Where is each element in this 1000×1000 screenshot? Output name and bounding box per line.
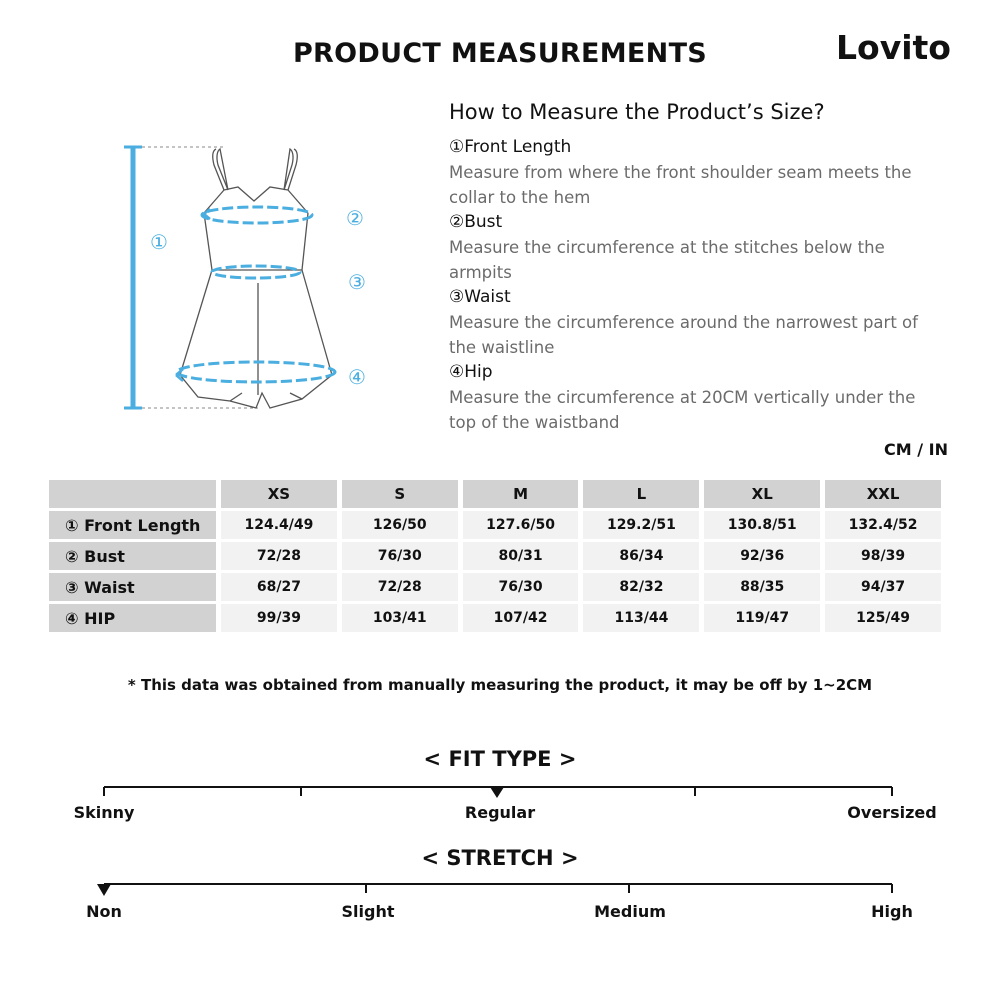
- hip-ellipse: [176, 362, 335, 382]
- guide-desc-hip: Measure the circumference at 20CM vertically under the top of the waistband: [449, 388, 916, 432]
- table-cell: 72/28: [221, 542, 337, 570]
- marker-bust: ②: [346, 206, 364, 230]
- table-cell: 76/30: [463, 573, 579, 601]
- table-cell: 68/27: [221, 573, 337, 601]
- table-row: [49, 511, 941, 539]
- guide-desc-waist: Measure the circumference around the narrowest part of the waistline: [449, 313, 918, 357]
- table-cell: 119/47: [704, 604, 820, 632]
- table-cell: 127.6/50: [463, 511, 579, 539]
- row-label: ④ HIP: [49, 604, 216, 632]
- size-header: S: [342, 480, 458, 508]
- table-cell: 113/44: [583, 604, 699, 632]
- stretch-label-slight: Slight: [341, 902, 395, 921]
- size-chart-table: [44, 477, 946, 635]
- table-cell: 125/49: [825, 604, 941, 632]
- guide-desc-bust: Measure the circumference at the stitches below the armpits: [449, 238, 885, 282]
- marker-front-length: ①: [150, 230, 168, 254]
- guide-heading-hip: ④Hip: [449, 362, 493, 382]
- table-cell: 98/39: [825, 542, 941, 570]
- table-row: [49, 604, 941, 632]
- size-header: XL: [704, 480, 820, 508]
- size-header: XXL: [825, 480, 941, 508]
- size-header: XS: [221, 480, 337, 508]
- table-cell: 94/37: [825, 573, 941, 601]
- bust-ellipse: [202, 207, 312, 223]
- stretch-title: < STRETCH >: [421, 846, 579, 870]
- dress-measurement-diagram: [120, 135, 380, 420]
- row-label: ③ Waist: [49, 573, 216, 601]
- unit-label: CM / IN: [884, 440, 948, 459]
- size-header: L: [583, 480, 699, 508]
- table-cell: 129.2/51: [583, 511, 699, 539]
- guide-desc-front-length: Measure from where the front shoulder seam meets the collar to the hem: [449, 163, 912, 207]
- table-corner-cell: [49, 480, 216, 508]
- table-row: [49, 573, 941, 601]
- table-cell: 107/42: [463, 604, 579, 632]
- table-row: [49, 542, 941, 570]
- disclaimer-note: * This data was obtained from manually measuring the product, it may be off by 1~2CM: [127, 676, 873, 694]
- fit-type-title: < FIT TYPE >: [423, 747, 577, 771]
- table-cell: 72/28: [342, 573, 458, 601]
- table-cell: 126/50: [342, 511, 458, 539]
- table-cell: 130.8/51: [704, 511, 820, 539]
- marker-waist: ③: [348, 270, 366, 294]
- stretch-selected-marker: [97, 884, 111, 896]
- size-header-row: [49, 480, 941, 508]
- table-cell: 132.4/52: [825, 511, 941, 539]
- table-cell: 103/41: [342, 604, 458, 632]
- table-cell: 86/34: [583, 542, 699, 570]
- fit-label-oversized: Oversized: [847, 803, 937, 822]
- guide-heading-waist: ③Waist: [449, 287, 511, 307]
- stretch-label-medium: Medium: [594, 902, 666, 921]
- brand-logo: Lovito: [836, 28, 951, 67]
- stretch-label-high: High: [871, 902, 913, 921]
- fit-label-regular: Regular: [464, 803, 536, 822]
- guide-title: How to Measure the Product’s Size?: [449, 100, 825, 124]
- marker-hip: ④: [348, 365, 366, 389]
- guide-heading-bust: ②Bust: [449, 212, 503, 232]
- table-cell: 76/30: [342, 542, 458, 570]
- table-cell: 80/31: [463, 542, 579, 570]
- row-label: ① Front Length: [49, 511, 216, 539]
- fit-label-skinny: Skinny: [73, 803, 135, 822]
- table-cell: 124.4/49: [221, 511, 337, 539]
- waist-ellipse: [212, 266, 300, 278]
- table-cell: 99/39: [221, 604, 337, 632]
- fit-type-selected-marker: [490, 787, 504, 798]
- stretch-scale: [0, 870, 1000, 910]
- table-cell: 82/32: [583, 573, 699, 601]
- guide-heading-front-length: ①Front Length: [449, 137, 572, 157]
- page-title: PRODUCT MEASUREMENTS: [292, 38, 708, 69]
- table-cell: 92/36: [704, 542, 820, 570]
- table-cell: 88/35: [704, 573, 820, 601]
- row-label: ② Bust: [49, 542, 216, 570]
- size-header: M: [463, 480, 579, 508]
- stretch-label-non: Non: [86, 902, 122, 921]
